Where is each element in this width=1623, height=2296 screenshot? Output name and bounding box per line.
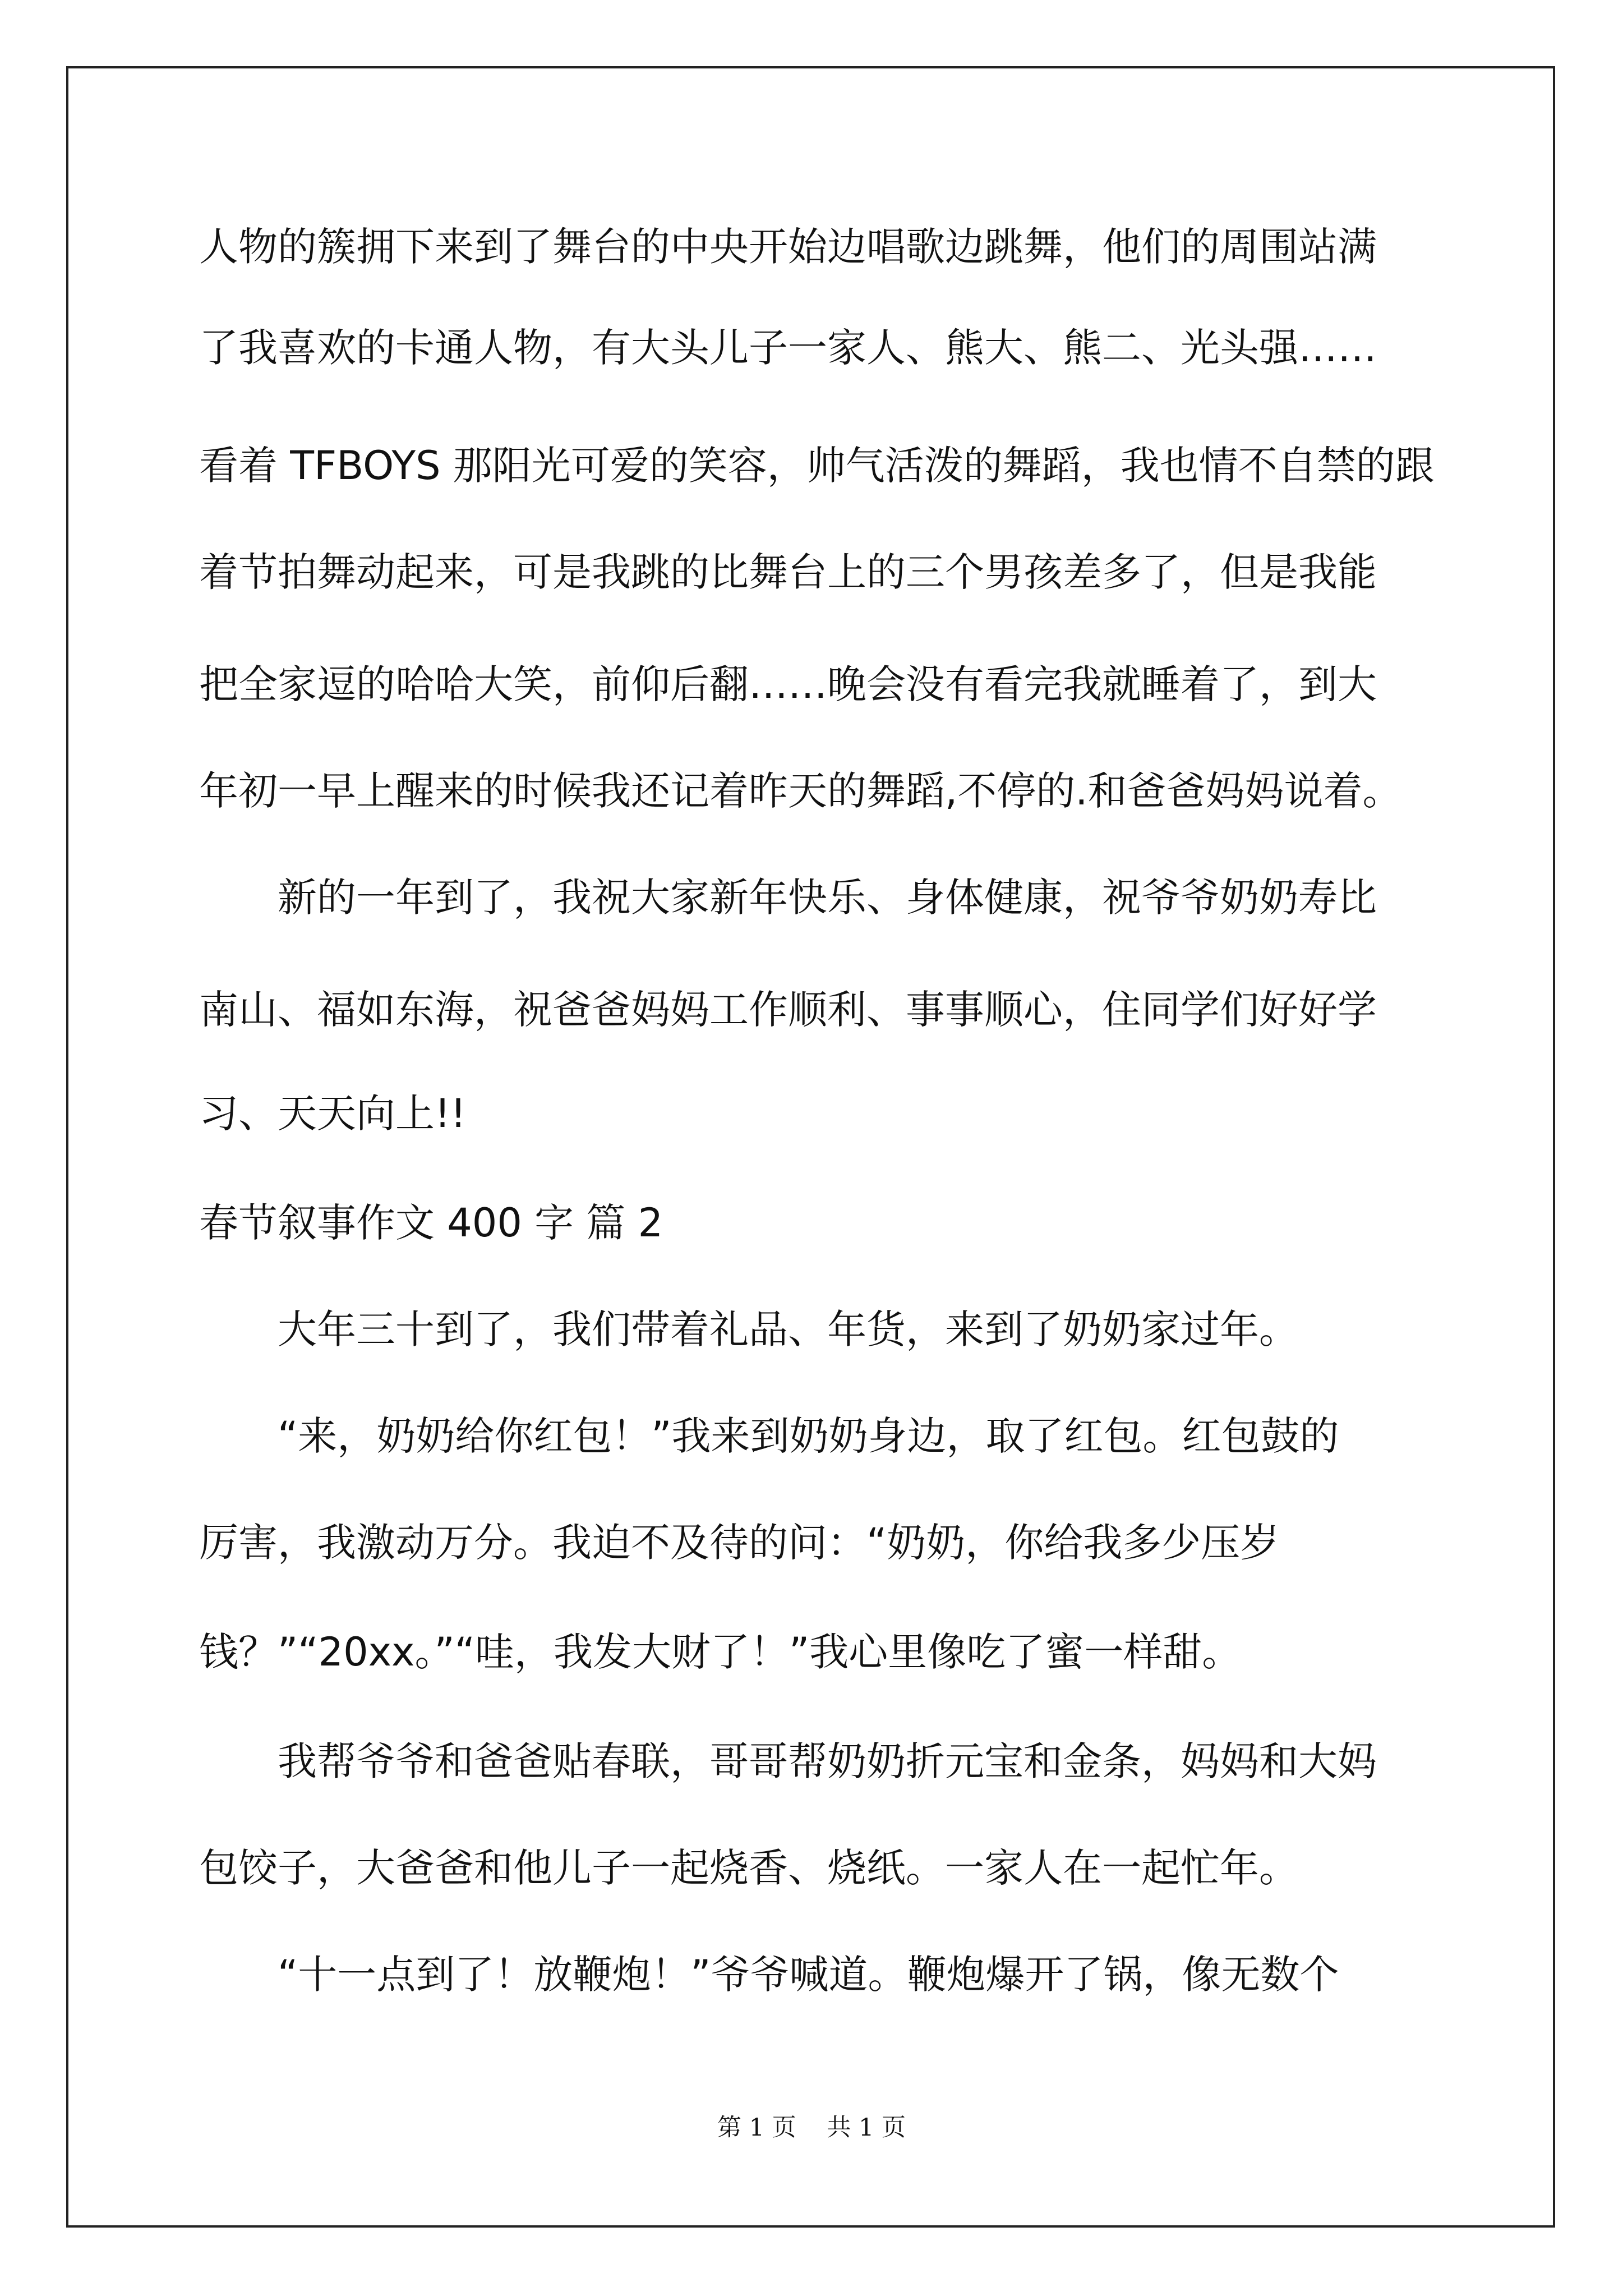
text-line: 南山、福如东海，祝爸爸妈妈工作顺利、事事顺心，住同学们好好学 xyxy=(199,987,1377,1033)
text-line: 我帮爷爷和爸爸贴春联，哥哥帮奶奶折元宝和金条，妈妈和大妈 xyxy=(199,1738,1377,1784)
text-line: 着节拍舞动起来，可是我跳的比舞台上的三个男孩差多了，但是我能 xyxy=(199,549,1377,595)
text-line: “来，奶奶给你红包！”我来到奶奶身边，取了红包。红包鼓的 xyxy=(199,1413,1339,1459)
section-heading: 春节叙事作文 400 字 篇 2 xyxy=(199,1200,663,1246)
text-line: 了我喜欢的卡通人物，有大头儿子一家人、熊大、熊二、光头强…… xyxy=(199,325,1377,371)
text-line: “十一点到了！放鞭炮！”爷爷喊道。鞭炮爆开了锅，像无数个 xyxy=(199,1952,1339,1998)
text-line: 包饺子，大爸爸和他儿子一起烧香、烧纸。一家人在一起忙年。 xyxy=(199,1845,1298,1891)
text-line: 厉害，我激动万分。我迫不及待的问：“奶奶，你给我多少压岁 xyxy=(199,1520,1280,1566)
text-line: 习、天天向上!! xyxy=(199,1091,467,1137)
text-line: 人物的簇拥下来到了舞台的中央开始边唱歌边跳舞，他们的周围站满 xyxy=(199,224,1377,270)
text-line: 大年三十到了，我们带着礼品、年货，来到了奶奶家过年。 xyxy=(199,1306,1298,1352)
text-line: 把全家逗的哈哈大笑，前仰后翻……晚会没有看完我就睡着了，到大 xyxy=(199,661,1377,707)
text-line: 新的一年到了，我祝大家新年快乐、身体健康，祝爷爷奶奶寿比 xyxy=(199,875,1377,921)
text-line: 年初一早上醒来的时候我还记着昨天的舞蹈,不停的.和爸爸妈妈说着。 xyxy=(199,768,1402,814)
page-number: 第 1 页 共 1 页 xyxy=(717,2114,906,2142)
text-line: 钱？”“20xx。”“哇，我发大财了！”我心里像吃了蜜一样甜。 xyxy=(199,1629,1242,1675)
text-line: 看着 TFBOYS 那阳光可爱的笑容，帅气活泼的舞蹈，我也情不自禁的跟 xyxy=(199,443,1435,489)
page-border xyxy=(66,66,1555,2228)
